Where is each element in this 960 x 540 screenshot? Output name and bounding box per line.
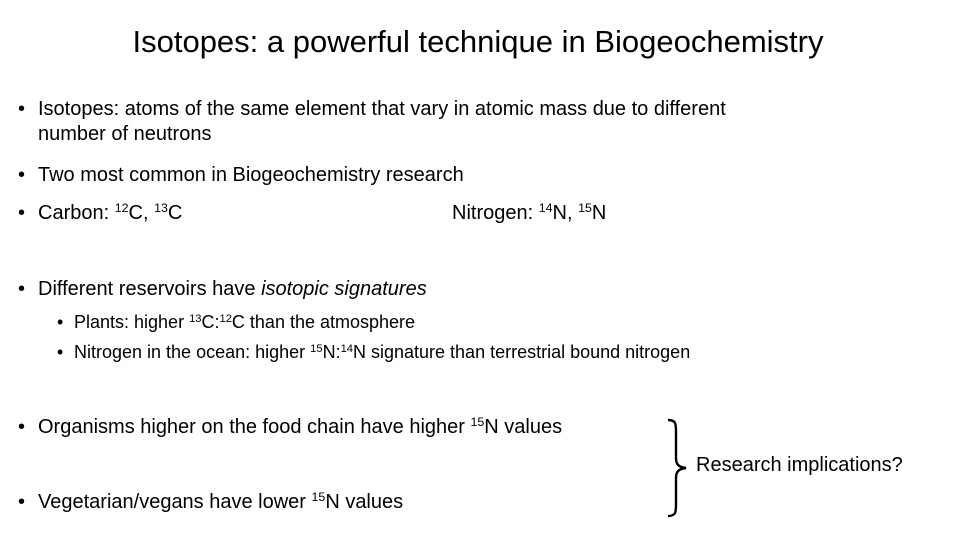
isotope-mass: 14	[538, 201, 553, 216]
isotope-mass: 13	[189, 312, 202, 325]
isotope-mass: 12	[114, 201, 129, 216]
carbon-label: Carbon:	[38, 202, 115, 224]
bullet-marker: •	[18, 491, 26, 513]
bullet-isotopes-definition	[18, 97, 726, 147]
element-symbol: N	[591, 202, 607, 224]
bullet-marker: •	[57, 312, 64, 332]
bullet-text: N values	[325, 491, 404, 513]
bullet-marker: •	[57, 342, 64, 362]
isotope-mass: 15	[311, 490, 326, 505]
bullet-text: Isotopes: atoms of the same element that vary in atomic mass due to different	[38, 98, 726, 120]
element-symbol: N,	[552, 202, 579, 224]
bullet-text: C than the atmosphere	[231, 312, 416, 332]
sub-bullet-plants	[57, 311, 416, 333]
bullet-marker: •	[18, 278, 26, 300]
bullet-text: N signature than terrestrial bound nitrogen	[353, 342, 691, 362]
bullet-emphasis: isotopic signatures	[261, 278, 427, 300]
bullet-marker: •	[18, 202, 26, 224]
bullet-text: Organisms higher on the food chain have higher	[38, 416, 471, 438]
bullet-vegetarian	[18, 490, 404, 515]
bullet-text: Different reservoirs have	[38, 278, 262, 300]
bullet-text-continued: number of neutrons	[38, 123, 212, 145]
element-symbol: N:	[322, 342, 341, 362]
isotope-mass: 12	[219, 312, 232, 325]
bullet-marker: •	[18, 98, 26, 120]
bullet-text: Nitrogen in the ocean: higher	[74, 342, 311, 362]
curly-brace-icon	[664, 418, 690, 518]
bullet-carbon	[18, 201, 183, 226]
bullet-marker: •	[18, 416, 26, 438]
slide-title: Isotopes: a powerful technique in Biogeochemistry	[132, 24, 824, 59]
isotope-mass: 13	[154, 201, 168, 216]
bullet-marker: •	[18, 164, 26, 186]
nitrogen-label: Nitrogen:	[452, 202, 539, 224]
isotope-mass: 14	[340, 342, 353, 355]
bullet-text: Two most common in Biogeochemistry research	[38, 164, 464, 186]
sub-bullet-ocean-nitrogen	[57, 341, 691, 363]
bullet-text: Plants: higher	[74, 312, 190, 332]
element-symbol: C	[167, 202, 183, 224]
isotope-mass: 15	[310, 342, 323, 355]
isotope-mass: 15	[578, 201, 592, 216]
bullet-two-common	[18, 163, 464, 188]
bullet-food-chain	[18, 415, 563, 440]
bullet-text: N values	[484, 416, 563, 438]
element-symbol: C:	[201, 312, 220, 332]
research-implications-label: Research implications?	[696, 454, 903, 476]
element-symbol: C,	[128, 202, 155, 224]
bullet-reservoirs	[18, 277, 427, 302]
isotope-mass: 15	[470, 415, 485, 430]
bullet-text: Vegetarian/vegans have lower	[38, 491, 312, 513]
nitrogen-isotopes	[452, 201, 606, 226]
